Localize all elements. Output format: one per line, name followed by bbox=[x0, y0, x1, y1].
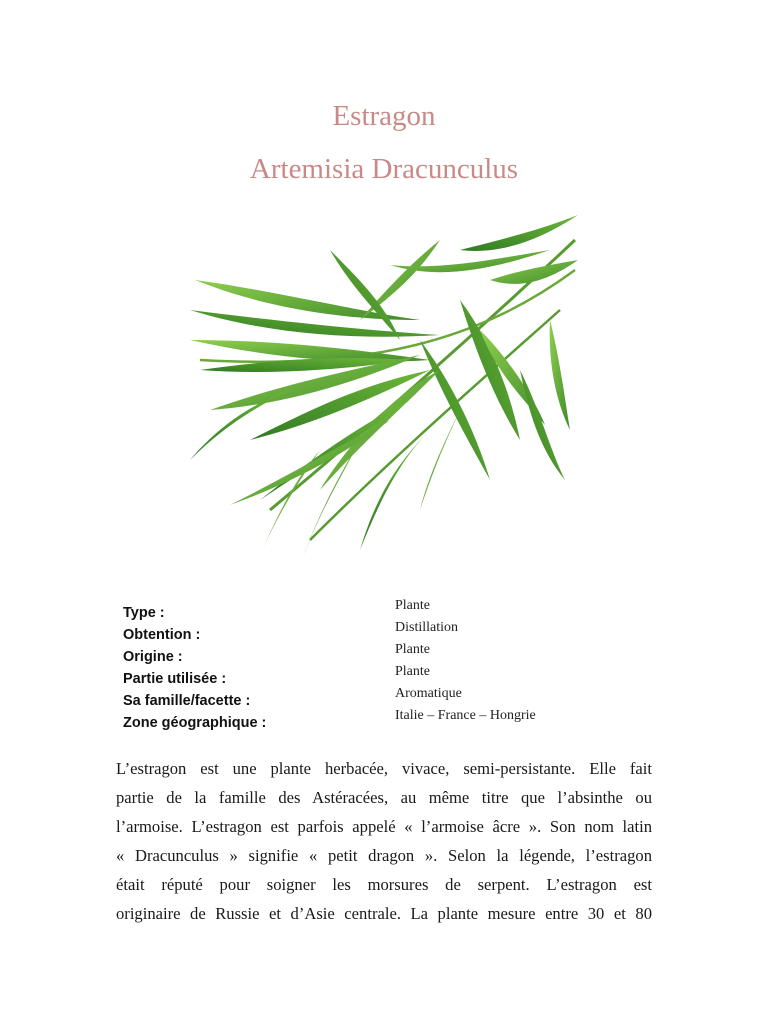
spec-row-partie bbox=[122, 664, 582, 686]
spec-label: Sa famille/facette : bbox=[123, 693, 251, 709]
spec-row-zone bbox=[122, 708, 582, 730]
page-title: Estragon bbox=[332, 100, 436, 132]
spec-label: Obtention : bbox=[123, 627, 201, 643]
spec-value: Plante bbox=[395, 598, 430, 613]
description-line: « Dracunculus » signifie « petit dragon ». Selon la légende, l’estragon bbox=[116, 846, 652, 865]
description-line: était réputé pour soigner les morsures de serpent. L’estragon est bbox=[116, 875, 652, 894]
spec-row-famille bbox=[122, 686, 582, 708]
description-line: originaire de Russie et d’Asie centrale. La plante mesure entre 30 et 80 bbox=[116, 904, 652, 923]
spec-value: Plante bbox=[395, 642, 430, 657]
spec-label: Type : bbox=[123, 605, 165, 621]
spec-value: Aromatique bbox=[395, 686, 462, 701]
description-line: partie de la famille des Astéracées, au même titre que l’absinthe ou bbox=[116, 788, 652, 807]
description-line: L’estragon est une plante herbacée, vivace, semi-persistante. Elle fait bbox=[116, 759, 652, 778]
spec-value: Italie – France – Hongrie bbox=[395, 708, 536, 723]
spec-value: Distillation bbox=[395, 620, 458, 635]
spec-table bbox=[122, 598, 582, 730]
spec-row-obtention bbox=[122, 620, 582, 642]
spec-row-type bbox=[122, 598, 582, 620]
spec-label: Partie utilisée : bbox=[123, 671, 227, 687]
description-paragraph bbox=[116, 754, 652, 928]
spec-label: Zone géographique : bbox=[123, 715, 267, 731]
latin-name: Artemisia Dracunculus bbox=[249, 153, 519, 185]
tarragon-plant-image bbox=[190, 210, 580, 570]
spec-value: Plante bbox=[395, 664, 430, 679]
description-line: l’armoise. L’estragon est parfois appelé « l’armoise âcre ». Son nom latin bbox=[116, 817, 652, 836]
spec-label: Origine : bbox=[123, 649, 183, 665]
spec-row-origine bbox=[122, 642, 582, 664]
